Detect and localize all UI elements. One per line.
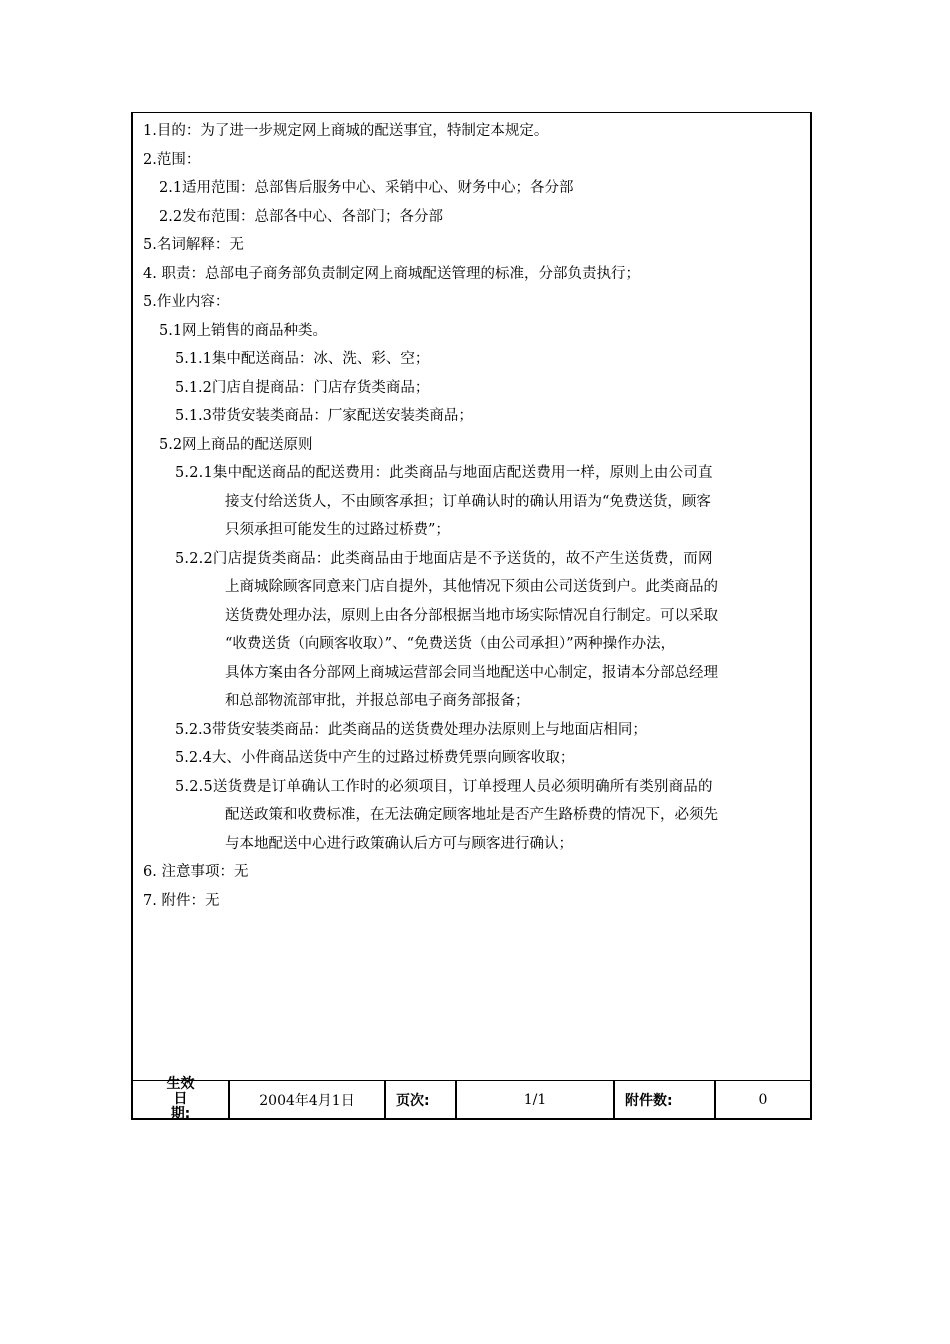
item-5-2-2-cont-3: “收费送货（向顾客收取）”、“免费送货（由公司承担）”两种操作办法， bbox=[225, 636, 676, 652]
effective-date-label-cell bbox=[133, 1076, 230, 1122]
scope-release-line: 2.2发布范围：总部各中心、各部门；各分部 bbox=[159, 208, 444, 225]
item-5-2-2-cont-5: 和总部物流部审批，并报总部电子商务部报备； bbox=[225, 693, 530, 709]
item-5-2-3: 5.2.3带货安装类商品：此类商品的送货费处理办法原则上与地面店相同； bbox=[175, 721, 647, 738]
document-body bbox=[133, 113, 810, 1081]
item-5-1-2: 5.1.2门店自提商品：门店存货类商品； bbox=[175, 379, 430, 396]
footer-table bbox=[133, 1076, 810, 1122]
item-5-2-1-cont-2: 只须承担可能发生的过路过桥费”； bbox=[225, 522, 450, 538]
page-value: 1/1 bbox=[457, 1081, 615, 1118]
item-5-2-5: 5.2.5送货费是订单确认工作时的必须项目，订单授理人员必须明确所有类别商品的 bbox=[175, 778, 713, 795]
attachments-count-label: 附件数: bbox=[615, 1081, 716, 1118]
work-content-heading: 5.作业内容： bbox=[143, 294, 230, 310]
item-5-2-2-cont-1: 上商城除顾客同意来门店自提外，其他情况下须由公司送货到户。此类商品的 bbox=[225, 579, 718, 595]
attachments-count-value: 0 bbox=[758, 1091, 768, 1108]
scope-applicable-line: 2.1适用范围：总部售后服务中心、采销中心、财务中心；各分部 bbox=[159, 180, 574, 196]
item-5-2-5-cont-1: 配送政策和收费标准，在无法确定顾客地址是否产生路桥费的情况下，必须先 bbox=[225, 807, 718, 823]
section-5-2-heading: 5.2网上商品的配送原则 bbox=[159, 436, 313, 453]
effective-date-label bbox=[161, 1077, 201, 1122]
definitions-line: 5.名词解释：无 bbox=[143, 237, 244, 253]
item-5-2-4: 5.2.4大、小件商品送货中产生的过路过桥费凭票向顾客收取； bbox=[175, 750, 575, 766]
item-5-1-3: 5.1.3带货安装类商品：厂家配送安装类商品； bbox=[175, 408, 473, 424]
notes-line: 6. 注意事项：无 bbox=[143, 864, 249, 880]
purpose-line: 1.目的：为了进一步规定网上商城的配送事宜，特制定本规定。 bbox=[143, 123, 549, 139]
item-5-2-1: 5.2.1集中配送商品的配送费用：此类商品与地面店配送费用一样，原则上由公司直 bbox=[175, 465, 713, 481]
effective-date-value: 2004年4月1日 bbox=[230, 1081, 386, 1118]
document-frame bbox=[131, 112, 812, 1120]
section-5-1-heading: 5.1网上销售的商品种类。 bbox=[159, 322, 328, 339]
page-label: 页次: bbox=[386, 1081, 457, 1118]
item-5-2-2-cont-2: 送货费处理办法，原则上由各分部根据当地市场实际情况自行制定。可以采取 bbox=[225, 607, 718, 624]
attachments-line: 7. 附件：无 bbox=[143, 892, 220, 909]
item-5-2-2-cont-4: 具体方案由各分部网上商城运营部会同当地配送中心制定，报请本分部总经理 bbox=[225, 664, 718, 681]
effective-date-label-line-1: 生效日 bbox=[166, 1076, 195, 1107]
item-5-2-1-cont-1: 接支付给送货人，不由顾客承担；订单确认时的确认用语为“免费送货，顾客 bbox=[225, 493, 711, 510]
scope-heading: 2.范围： bbox=[143, 151, 201, 168]
effective-date-label-line-2: 期: bbox=[170, 1106, 191, 1122]
item-5-2-2: 5.2.2门店提货类商品：此类商品由于地面店是不予送货的，故不产生送货费，而网 bbox=[175, 550, 713, 567]
item-5-2-5-cont-2: 与本地配送中心进行政策确认后方可与顾客进行确认； bbox=[225, 835, 573, 852]
responsibilities-line: 4. 职责：总部电子商务部负责制定网上商城配送管理的标准，分部负责执行； bbox=[143, 265, 640, 282]
item-5-1-1: 5.1.1集中配送商品：冰、洗、彩、空； bbox=[175, 351, 430, 367]
